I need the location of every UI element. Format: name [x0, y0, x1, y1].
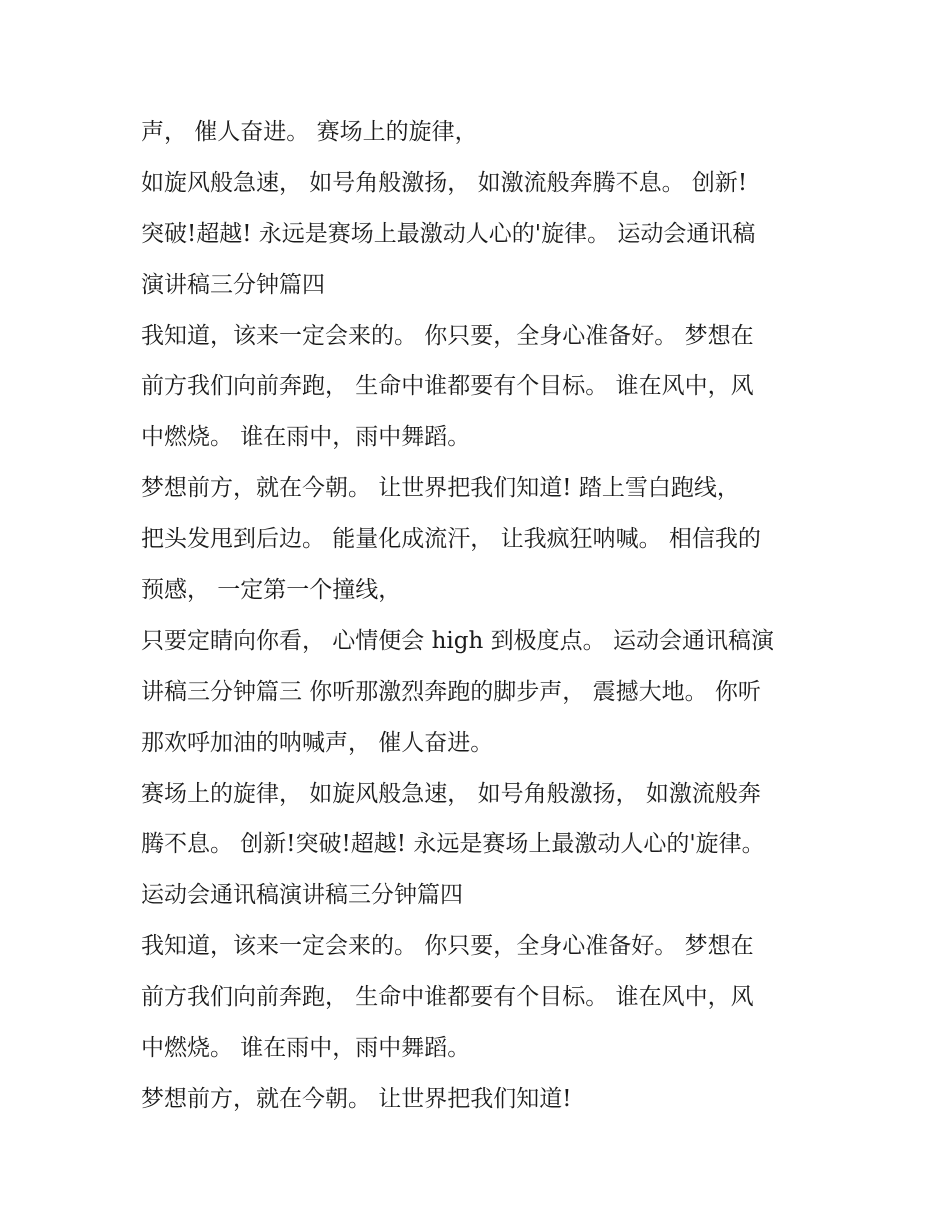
- text-line: 我知道，该来一定会来的。 你只要，全身心准备好。 梦想在: [141, 933, 754, 960]
- text-line: 腾不息。 创新!突破!超越! 永远是赛场上最激动人心的'旋律。: [141, 831, 765, 858]
- text-line: 梦想前方，就在今朝。 让世界把我们知道!: [141, 1085, 572, 1112]
- text-line: 梦想前方，就在今朝。 让世界把我们知道! 踏上雪白跑线，: [141, 475, 740, 502]
- text-line: 中燃烧。 谁在雨中，雨中舞蹈。: [141, 1035, 471, 1062]
- text-line: 如旋风般急速， 如号角般激扬， 如激流般奔腾不息。 创新!: [141, 169, 748, 196]
- text-line: 突破!超越! 永远是赛场上最激动人心的'旋律。 运动会通讯稿: [141, 220, 756, 247]
- text-line: 赛场上的旋律， 如旋风般急速， 如号角般激扬， 如激流般奔: [141, 780, 761, 807]
- text-line: 演讲稿三分钟篇四: [141, 271, 325, 298]
- document-body: [141, 107, 821, 1125]
- text-line: 把头发甩到后边。 能量化成流汗， 让我疯狂呐喊。 相信我的: [141, 526, 761, 553]
- text-line: 前方我们向前奔跑， 生命中谁都要有个目标。 谁在风中，风: [141, 373, 754, 400]
- text-line: 运动会通讯稿演讲稿三分钟篇四: [141, 882, 463, 909]
- text-line: 中燃烧。 谁在雨中，雨中舞蹈。: [141, 424, 471, 451]
- text-line: 我知道，该来一定会来的。 你只要，全身心准备好。 梦想在: [141, 322, 754, 349]
- text-line: 前方我们向前奔跑， 生命中谁都要有个目标。 谁在风中，风: [141, 984, 754, 1011]
- text-line: 只要定睛向你看， 心情便会 high 到极度点。 运动会通讯稿演: [141, 627, 774, 654]
- text-line: 那欢呼加油的呐喊声， 催人奋进。: [141, 729, 494, 756]
- text-line: 讲稿三分钟篇三 你听那激烈奔跑的脚步声， 震撼大地。 你听: [141, 678, 761, 705]
- text-line: 预感， 一定第一个撞线，: [141, 577, 402, 604]
- text-line: 声， 催人奋进。 赛场上的旋律，: [141, 119, 478, 145]
